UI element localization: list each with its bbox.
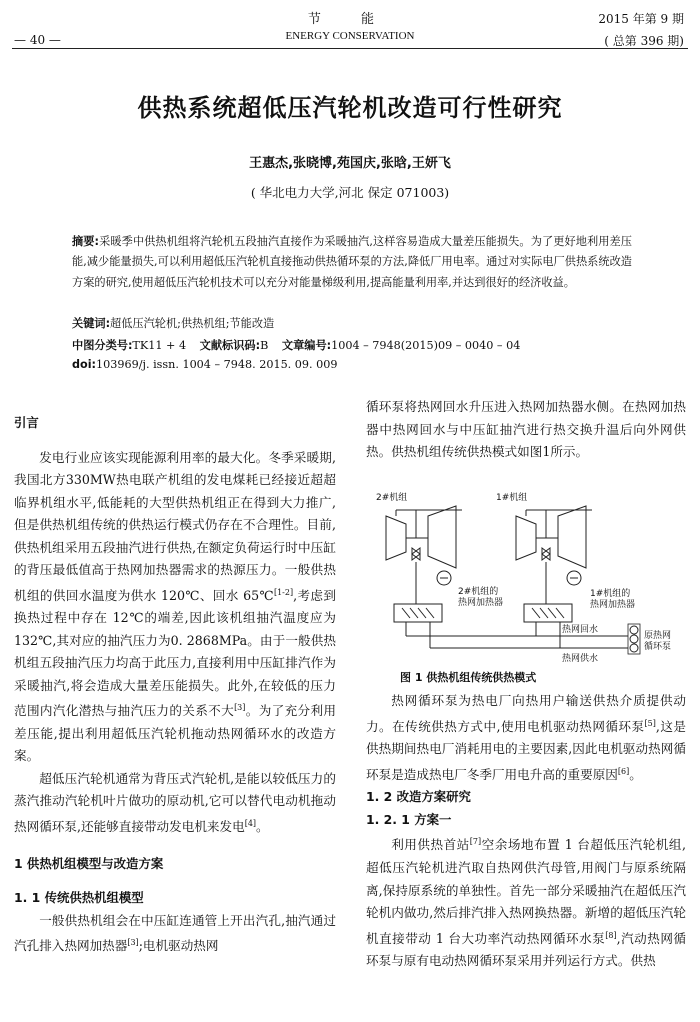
citation-8: [8] <box>605 930 617 940</box>
keywords <box>72 315 274 331</box>
unit2-valve-icon <box>412 548 420 560</box>
supply-water-line <box>430 622 628 648</box>
unit1-label: 1#机组 <box>496 493 528 503</box>
section-1-1-heading: 1. 1 传统供热机组模型 <box>14 890 144 906</box>
citation-7: [7] <box>469 837 482 847</box>
intro-paragraph-1: 发电行业应该实现能源利用率的最大化。冬季采暖期,我国北方330MW热电联产机组的发电煤耗已经接近超超临界机组水平,低能耗的大型供热机组正在得到大力推广,但是供热机组传统的供热运行模式仍存在不合理性。目前,供热机组采用五段抽汽进行供热,在额定负荷运行时中压缸的背压最低值高于热网加热器需求的热源压力。一般供热机组的供回水温度为供水 120℃、回水 65℃[1-2],考虑到换热过程中存在 12℃的端差,因此该机组抽汽温度应为132℃,其对应的抽汽压力为0. 2868MPa。由于一般供热机组五段抽汽压力均高于此压力,直接利用中压缸排汽作为采暖抽汽,将会造成大量差压能损失。此外,在较低的压力范围内汽化潜热与抽汽压力的关系不大[3]。为了充分利用差压能,提出利用超低压汽轮机拖动热网循环水的改造方案。 <box>14 449 337 764</box>
section-1-2-1-heading: 1. 2. 1 方案一 <box>366 811 452 827</box>
left-column <box>14 412 336 958</box>
doc-code-label: 文献标识码: <box>199 339 261 352</box>
doi-line <box>72 358 338 371</box>
keywords-label: 关键词: <box>72 317 111 330</box>
circulation-pump-icons <box>628 624 640 654</box>
unit1-heater <box>524 604 572 622</box>
unit2-label: 2#机组 <box>376 493 408 503</box>
unit2-heater-label-1: 2#机组的 <box>458 587 499 597</box>
keywords-text: 超低压汽轮机;供热机组;节能改造 <box>110 317 275 330</box>
unit1-heater-label-1: 1#机组的 <box>590 589 631 599</box>
right-paragraph-1: 循环泵将热网回水升压进入热网加热器水侧。在热网加热器中热网回水与中压缸抽汽进行热交换升温后向外网供热。供热机组传统供热模式如图1所示。 <box>366 399 686 459</box>
journal-title-en: ENERGY CONSERVATION <box>285 30 415 42</box>
citation-6: [6] <box>617 766 630 776</box>
unit1-heater-label-2: 热网加热器 <box>590 600 636 610</box>
pump-label-2: 循环泵 <box>644 642 672 652</box>
citation-3b: [3] <box>127 938 139 948</box>
citation-4: [4] <box>244 818 257 828</box>
page-number: — 40 — <box>14 33 61 47</box>
doi-value: 103969/j. issn. 1004 – 7948. 2015. 09. 009 <box>96 358 338 371</box>
section-1-heading: 1 供热机组模型与改造方案 <box>14 855 164 871</box>
return-water-label: 热网回水 <box>562 625 599 635</box>
figure-1-diagram <box>366 486 686 664</box>
clc-value: TK11 + 4 <box>132 339 187 352</box>
total-issue-label: ( 总第 396 期) <box>604 34 684 48</box>
section-1-2-heading: 1. 2 改造方案研究 <box>366 789 471 805</box>
abstract <box>72 232 632 293</box>
section-intro-heading: 引言 <box>14 415 39 430</box>
citation-3: [3] <box>234 703 246 713</box>
unit1-turbine <box>516 506 592 568</box>
right-column-bottom <box>366 690 686 973</box>
authors: 王惠杰,张晓博,苑国庆,张晗,王妍飞 <box>249 156 451 171</box>
pump-label-1: 原热网 <box>644 631 672 641</box>
right-column-top <box>366 396 686 464</box>
right-paragraph-3: 利用供热首站[7]空余场地布置 1 台超低压汽轮机组,超低压汽轮机进汽取自热网供汽母管,用阀门与原系统隔离,保持原系统的单独性。首先一部分采暖抽汽在超低压汽轮机内做功,然后排汽排入热网换热器。新增的超低压汽轮机直接带动 1 台大功率汽动热网循环水泵[8],汽动热网循环泵与原有电动热网循环泵采用并列运行方式。供热 <box>366 837 687 969</box>
intro-paragraph-2: 超低压汽轮机通常为背压式汽轮机,是能以较低压力的蒸汽推动汽轮机叶片做功的原动机,它可以替代电动机拖动热网循环泵,还能够直接带动发电机来发电[4]。 <box>14 770 336 835</box>
article-number-value: 1004 – 7948(2015)09 – 0040 – 04 <box>331 339 521 352</box>
unit2-heater <box>394 604 442 622</box>
clc-label: 中图分类号: <box>72 339 133 352</box>
abstract-text: 采暖季中供热机组将汽轮机五段抽汽直接作为采暖抽汽,这样容易造成大量差压能损失。为了更好地利用差压能,减少能量损失,可以利用超低压汽轮机直接拖动供热循环泵的方法,降低厂用电率。通过对实际电厂供热系统改造方案的研究,使用超低压汽轮机技术可以充分对能量梯级利用,提高能量利用率,并达到很好的经济收益。 <box>72 235 632 289</box>
abstract-label: 摘要: <box>72 235 99 248</box>
header-rule <box>12 48 688 49</box>
unit2-heater-label-2: 热网加热器 <box>458 598 504 608</box>
doc-code-value: B <box>260 339 269 352</box>
affiliation: ( 华北电力大学,河北 保定 071003) <box>250 185 450 200</box>
unit2-turbine <box>386 506 462 568</box>
unit1-pump-icon <box>567 571 581 585</box>
journal-title-cn: 节 能 <box>307 12 393 27</box>
issue-label: 2015 年第 9 期 <box>598 12 684 26</box>
citation-5: [5] <box>644 718 656 728</box>
supply-water-label: 热网供水 <box>562 654 599 664</box>
classification-line <box>72 337 520 353</box>
article-number-label: 文章编号: <box>281 339 332 352</box>
citation-1-2: [1-2] <box>273 587 294 597</box>
right-paragraph-2: 热网循环泵为热电厂向热用户输送供热介质提供动力。在传统供热方式中,使用电机驱动热网循环泵[5],这是供热期间热电厂消耗用电的主要因素,因此电机驱动热网循环泵是造成热电厂冬季厂用电升高的重要原因[6]。 <box>366 693 686 782</box>
paper-title: 供热系统超低压汽轮机改造可行性研究 <box>137 93 563 122</box>
section-1-1-paragraph: 一般供热机组会在中压缸连通管上开出汽孔,抽汽通过汽孔排入热网加热器[3];电机驱动热网 <box>14 912 336 954</box>
doi-label: doi: <box>72 358 97 371</box>
figure-1-caption: 图 1 供热机组传统供热模式 <box>400 671 537 684</box>
unit1-valve-icon <box>542 548 550 560</box>
unit2-pump-icon <box>437 571 451 585</box>
